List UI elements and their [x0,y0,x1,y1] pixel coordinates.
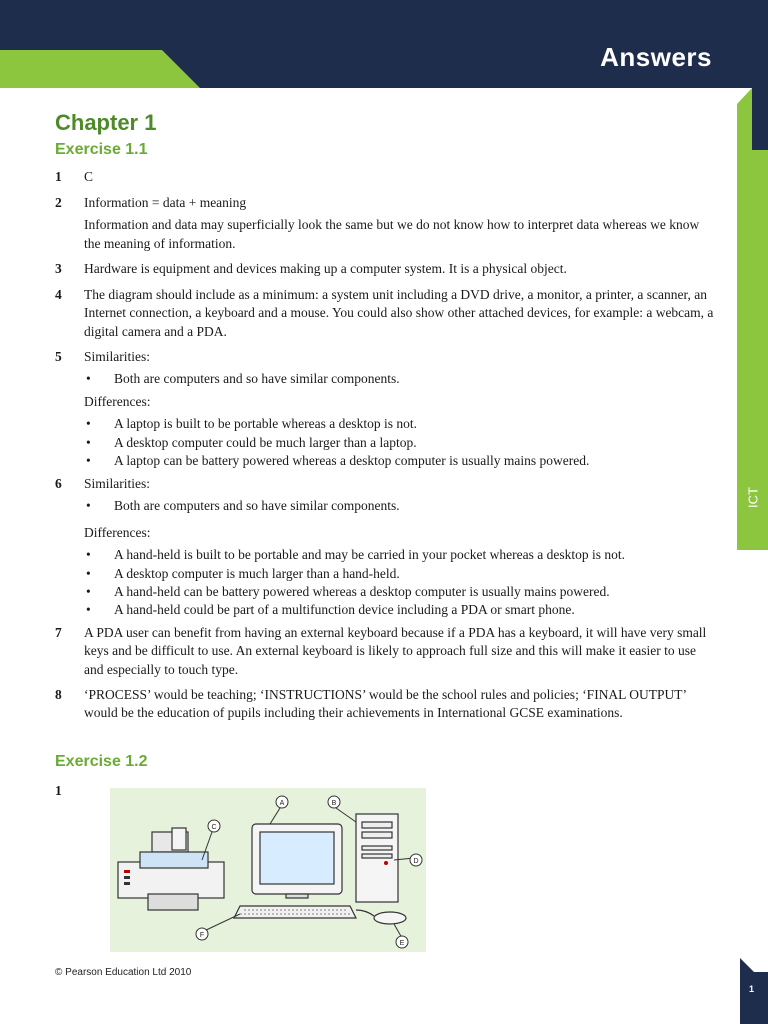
printer-illustration [118,828,224,910]
answer-text: C [84,169,94,184]
question-2 [55,194,715,253]
answer-text: The diagram should include as a minimum: a system unit including a DVD drive, a monitor, a printer, a scanner, an Internet connection, a keyboard and a mouse. You could also show other attached devices, for example: a webcam, a digital camera and a PDA. [84,287,714,339]
callout-label-e: E [399,940,405,947]
question-number: 2 [55,195,62,210]
callout-label-b: B [331,800,337,807]
header-green-accent [0,0,768,160]
side-tab-label: ICT [745,487,761,509]
question-number: 6 [55,476,62,491]
question-5 [55,348,715,470]
answer-text: Information and data may superficially look the same but we do not know how to interpret data whereas we know the meaning of information. [84,217,700,251]
question-1 [55,168,715,186]
question-number: 5 [55,349,62,364]
question-4 [55,286,715,341]
page-number: 1 [748,984,754,994]
header-right-edge [752,0,768,150]
computer-system-figure [110,788,426,952]
answer-text: A PDA user can benefit from having an external keyboard because if a PDA has a keyboard, it will have very small keys and be difficult to use. An external keyboard is likely to approach full size and this will make it easier to use and especially to touch type. [84,625,707,677]
callout-label-c: C [211,824,217,831]
answer-text: Hardware is equipment and devices making up a computer system. It is a physical object. [84,261,567,276]
keyboard-illustration [234,906,356,918]
list-item: • A hand-held can be battery powered whereas a desktop computer is usually mains powered. [84,583,715,601]
mouse-illustration [356,910,406,924]
page-header-title: Answers [600,42,712,72]
differences-label: Differences: [84,524,151,540]
answer-text: ‘PROCESS’ would be teaching; ‘INSTRUCTIONS’ would be the school rules and policies; ‘FINAL OUTPUT’ would be the education of pupils including their achievements in International GCSE examinations. [84,687,687,721]
list-item: • A laptop is built to be portable whereas a desktop is not. [84,415,715,433]
question-number: 8 [55,687,62,702]
list-item: • A laptop can be battery powered whereas a desktop computer is usually mains powered. [84,452,715,470]
question-8 [55,686,715,723]
answer-text: Information = data + meaning [84,195,247,210]
system-unit-illustration [356,814,398,902]
question-number: 1 [55,169,62,184]
list-item: • Both are computers and so have similar components. [84,497,715,515]
question-number: 4 [55,287,62,302]
question-3 [55,260,715,278]
exercise-1-2-title: Exercise 1.2 [55,753,148,770]
similarities-label: Similarities: [84,476,150,491]
callout-label-d: D [413,858,419,865]
list-item: • Both are computers and so have similar components. [84,370,715,388]
callout-label-f: F [199,932,205,939]
question-7 [55,624,715,679]
computer-system-illustration [110,788,426,952]
list-item: • A desktop computer is much larger than a hand-held. [84,565,715,583]
monitor-illustration [252,824,342,898]
list-item: • A desktop computer could be much larger than a laptop. [84,434,715,452]
question-number: 3 [55,261,62,276]
differences-label: Differences: [84,393,151,409]
question-6 [55,475,715,620]
callout-label-a: A [279,800,285,807]
copyright-footer: © Pearson Education Ltd 2010 [55,967,192,978]
chapter-title: Chapter 1 [55,110,157,135]
exercise-1-1-title: Exercise 1.1 [55,141,148,158]
list-item: • A hand-held is built to be portable and may be carried in your pocket whereas a desktop is not. [84,546,715,564]
list-item: • A hand-held could be part of a multifunction device including a PDA or smart phone. [84,601,715,619]
question-number: 7 [55,625,62,640]
similarities-label: Similarities: [84,349,150,364]
question-number: 1 [55,783,62,798]
